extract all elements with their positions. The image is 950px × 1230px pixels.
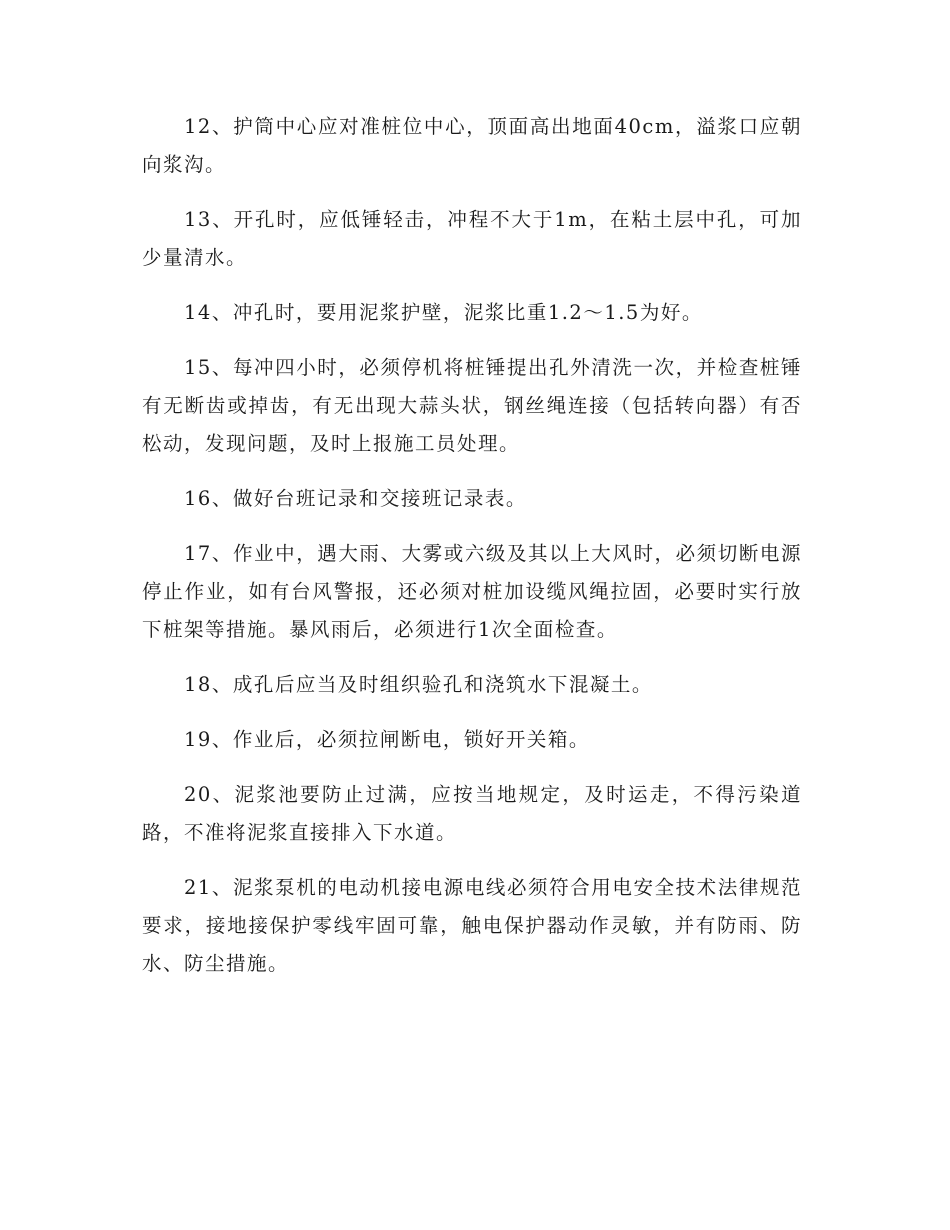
paragraph-15: 15、每冲四小时，必须停机将桩锤提出孔外清洗一次，并检查桩锤有无断齿或掉齿，有无出现大蒜头状，钢丝绳连接（包括转向器）有否松动，发现问题，及时上报施工员处理。 xyxy=(142,356,802,455)
paragraph-14: 14、冲孔时，要用泥浆护壁，泥浆比重1.2～1.5为好。 xyxy=(184,301,703,324)
paragraph-20: 20、泥浆池要防止过满，应按当地规定，及时运走，不得污染道路，不准将泥浆直接排入下水道。 xyxy=(142,783,802,844)
paragraph-16: 16、做好台班记录和交接班记录表。 xyxy=(184,487,527,510)
paragraph-12: 12、护筒中心应对准桩位中心，顶面高出地面40cm，溢浆口应朝向浆沟。 xyxy=(142,115,802,176)
paragraph-13: 13、开孔时，应低锤轻击，冲程不大于1m，在粘土层中孔，可加少量清水。 xyxy=(142,208,802,269)
paragraph-19: 19、作业后，必须拉闸断电，锁好开关箱。 xyxy=(184,728,590,751)
paragraph-21: 21、泥浆泵机的电动机接电源电线必须符合用电安全技术法律规范要求，接地接保护零线牢固可靠，触电保护器动作灵敏，并有防雨、防水、防尘措施。 xyxy=(142,876,802,975)
paragraph-17: 17、作业中，遇大雨、大雾或六级及其以上大风时，必须切断电源停止作业，如有台风警报，还必须对桩加设缆风绳拉固，必要时实行放下桩架等措施。暴风雨后，必须进行1次全面检查。 xyxy=(142,542,802,641)
document-body xyxy=(142,108,802,1000)
paragraph-18: 18、成孔后应当及时组织验孔和浇筑水下混凝土。 xyxy=(184,673,653,696)
